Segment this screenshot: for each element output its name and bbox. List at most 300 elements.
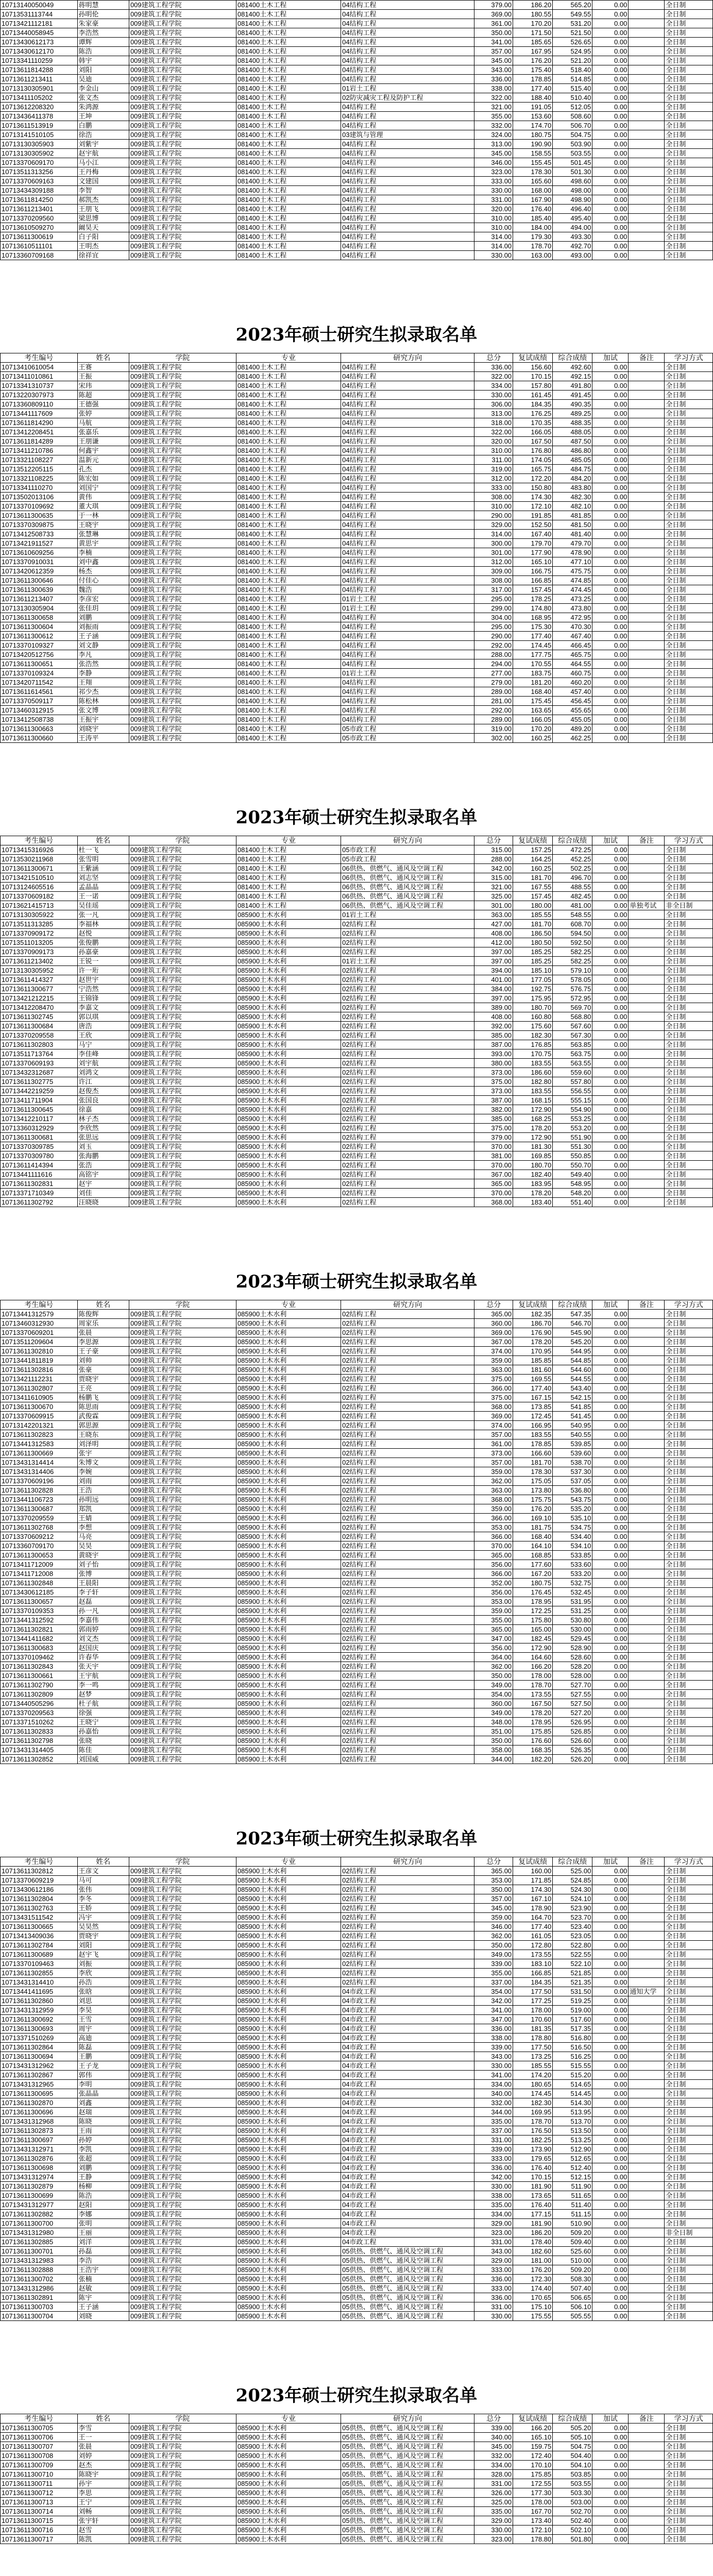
table-cell: 10713411712008 bbox=[1, 1569, 78, 1579]
table-cell: 009建筑工程学院 bbox=[129, 93, 236, 103]
table-cell: 01岩土工程 bbox=[341, 595, 474, 604]
table-cell: 全日制 bbox=[665, 567, 713, 576]
table-cell: 493.30 bbox=[553, 232, 592, 242]
table-cell: 085900土木水利 bbox=[236, 2219, 341, 2228]
table-cell: 331.00 bbox=[474, 2238, 513, 2247]
table-cell: 全日制 bbox=[665, 1671, 713, 1681]
table-cell: 551.90 bbox=[553, 1133, 592, 1142]
table-row bbox=[1, 1560, 713, 1569]
table-cell: 张文博 bbox=[77, 706, 129, 715]
table-cell: 009建筑工程学院 bbox=[129, 19, 236, 28]
table-cell: 10713611300661 bbox=[1, 1671, 78, 1681]
table-cell bbox=[629, 381, 665, 391]
table-row bbox=[1, 502, 713, 511]
table-cell: 全日制 bbox=[665, 1310, 713, 1319]
table-cell: 085900土木水利 bbox=[236, 1151, 341, 1161]
table-cell: 孙一凡 bbox=[77, 1606, 129, 1616]
table-cell: 张浩然 bbox=[77, 659, 129, 669]
table-cell: 全日制 bbox=[665, 38, 713, 47]
table-cell: 10713611300692 bbox=[1, 2015, 78, 2024]
table-cell: 0.00 bbox=[592, 2191, 629, 2200]
table-cell: 李欣然 bbox=[77, 1124, 129, 1133]
table-cell: 161.45 bbox=[513, 391, 553, 400]
table-cell: 02结构工程 bbox=[341, 1105, 474, 1114]
table-cell: 462.25 bbox=[553, 734, 592, 743]
table-cell: 0.00 bbox=[592, 437, 629, 446]
table-cell: 全日制 bbox=[665, 2284, 713, 2293]
table-cell: 357.00 bbox=[474, 47, 513, 56]
table-cell bbox=[629, 2006, 665, 2015]
table-cell: 009建筑工程学院 bbox=[129, 929, 236, 938]
table-cell: 174.30 bbox=[513, 1885, 553, 1894]
table-cell: 李思源 bbox=[77, 1337, 129, 1347]
table-cell: 009建筑工程学院 bbox=[129, 1904, 236, 1913]
table-cell: 511.15 bbox=[553, 2210, 592, 2219]
table-cell: 009建筑工程学院 bbox=[129, 910, 236, 920]
table-row bbox=[1, 1384, 713, 1393]
section-title: 2023年硕士研究生拟录取名单 bbox=[235, 1828, 478, 1849]
table-cell: 0.00 bbox=[592, 65, 629, 75]
table-cell: 085900土木水利 bbox=[236, 2507, 341, 2516]
table-row bbox=[1, 474, 713, 483]
table-cell: 081400土木工程 bbox=[236, 520, 341, 530]
table-cell: 10713611300657 bbox=[1, 1597, 78, 1606]
table-cell: 178.20 bbox=[513, 1189, 553, 1198]
table-cell: 全日制 bbox=[665, 2080, 713, 2089]
table-cell bbox=[629, 1049, 665, 1059]
table-cell: 331.00 bbox=[474, 2479, 513, 2488]
table-cell: 02结构工程 bbox=[341, 1467, 474, 1477]
table-cell: 0.00 bbox=[592, 1996, 629, 2006]
table-cell: 332.00 bbox=[474, 121, 513, 130]
table-cell: 531.20 bbox=[553, 19, 592, 28]
column-header: 总分 bbox=[474, 1857, 513, 1867]
table-cell: 04市政工程 bbox=[341, 2015, 474, 2024]
table-cell: 张思远 bbox=[77, 1133, 129, 1142]
table-cell: 509.40 bbox=[553, 2238, 592, 2247]
table-cell bbox=[629, 232, 665, 242]
table-cell: 164.25 bbox=[513, 855, 553, 864]
table-cell: 全日制 bbox=[665, 557, 713, 567]
table-cell: 339.00 bbox=[474, 2424, 513, 2433]
table-cell: 385.00 bbox=[474, 1114, 513, 1124]
table-cell: 10713431312971 bbox=[1, 2145, 78, 2154]
table-cell: 全日制 bbox=[665, 2535, 713, 2544]
table-cell: 009建筑工程学院 bbox=[129, 1969, 236, 1978]
table-cell bbox=[629, 1198, 665, 1207]
table-cell: 全日制 bbox=[665, 947, 713, 957]
table-cell: 009建筑工程学院 bbox=[129, 84, 236, 93]
table-cell: 503.30 bbox=[553, 2488, 592, 2498]
table-cell: 085900土木水利 bbox=[236, 2210, 341, 2219]
table-cell: 333.00 bbox=[474, 2284, 513, 2293]
table-cell: 02结构工程 bbox=[341, 1022, 474, 1031]
table-row bbox=[1, 1467, 713, 1477]
table-cell: 10713432312687 bbox=[1, 1068, 78, 1077]
table-cell: 02结构工程 bbox=[341, 1161, 474, 1170]
table-cell: 刘晓 bbox=[77, 2312, 129, 2321]
table-cell: 0.00 bbox=[592, 465, 629, 474]
table-cell: 009建筑工程学院 bbox=[129, 1504, 236, 1514]
table-cell: 全日制 bbox=[665, 2043, 713, 2052]
table-row bbox=[1, 428, 713, 437]
table-cell: 10713431312962 bbox=[1, 2061, 78, 2071]
table-cell: 全日制 bbox=[665, 1347, 713, 1356]
table-cell: 10713611300689 bbox=[1, 1950, 78, 1959]
table-cell: 085900土木水利 bbox=[236, 1736, 341, 1745]
table-cell: 164.10 bbox=[513, 1541, 553, 1551]
table-cell: 300.00 bbox=[474, 539, 513, 548]
table-cell: 全日制 bbox=[665, 1170, 713, 1179]
table-cell: 009建筑工程学院 bbox=[129, 2535, 236, 2544]
table-cell: 168.85 bbox=[513, 1551, 553, 1560]
table-row bbox=[1, 1941, 713, 1950]
table-row bbox=[1, 1718, 713, 1727]
table-cell: 301.00 bbox=[474, 548, 513, 557]
table-cell: 334.00 bbox=[474, 2080, 513, 2089]
table-cell: 0.00 bbox=[592, 1941, 629, 1950]
table-cell: 502.70 bbox=[553, 2507, 592, 2516]
table-row bbox=[1, 2061, 713, 2071]
table-cell: 312.00 bbox=[474, 474, 513, 483]
table-cell: 085900土木水利 bbox=[236, 2200, 341, 2210]
table-cell: 全日制 bbox=[665, 214, 713, 223]
table-cell: 魏浩 bbox=[77, 585, 129, 595]
table-cell: 李想 bbox=[77, 1523, 129, 1532]
table-cell bbox=[629, 1022, 665, 1031]
table-cell: 009建筑工程学院 bbox=[129, 511, 236, 520]
table-cell: 505.55 bbox=[553, 2312, 592, 2321]
table-cell: 0.00 bbox=[592, 1189, 629, 1198]
table-cell: 009建筑工程学院 bbox=[129, 975, 236, 985]
table-cell bbox=[629, 1699, 665, 1708]
table-cell: 085900土木水利 bbox=[236, 2061, 341, 2071]
table-cell: 551.30 bbox=[553, 1142, 592, 1151]
table-cell: 10713370609219 bbox=[1, 1876, 78, 1885]
table-cell: 330.00 bbox=[474, 391, 513, 400]
table-cell: 02结构工程 bbox=[341, 1690, 474, 1699]
table-cell: 02结构工程 bbox=[341, 929, 474, 938]
table-cell: 06供热、供燃气、通风及空调工程 bbox=[341, 873, 474, 883]
table-cell: 0.00 bbox=[592, 1458, 629, 1467]
table-cell: 10713611300665 bbox=[1, 1922, 78, 1931]
table-cell: 全日制 bbox=[665, 2052, 713, 2061]
table-cell bbox=[629, 205, 665, 214]
table-cell: 165.10 bbox=[513, 557, 553, 567]
table-cell: 342.00 bbox=[474, 2173, 513, 2182]
table-cell bbox=[629, 2284, 665, 2293]
table-cell: 177.50 bbox=[513, 2043, 553, 2052]
table-cell: 0.00 bbox=[592, 1, 629, 10]
table-cell: 02结构工程 bbox=[341, 1412, 474, 1421]
table-cell: 009建筑工程学院 bbox=[129, 2136, 236, 2145]
table-cell: 02结构工程 bbox=[341, 1133, 474, 1142]
table-cell: 全日制 bbox=[665, 19, 713, 28]
table-cell: 王丹梅 bbox=[77, 167, 129, 177]
table-cell: 176.20 bbox=[513, 1504, 553, 1514]
table-cell: 517.35 bbox=[553, 2024, 592, 2033]
table-cell: 081400土木工程 bbox=[236, 409, 341, 418]
table-cell: 539.85 bbox=[553, 1439, 592, 1449]
table-cell: 085900土木水利 bbox=[236, 2126, 341, 2136]
table-cell: 张国良 bbox=[77, 1096, 129, 1105]
table-cell: 009建筑工程学院 bbox=[129, 1151, 236, 1161]
table-cell: 10713360312929 bbox=[1, 1124, 78, 1133]
table-cell: 523.90 bbox=[553, 1904, 592, 1913]
table-cell: 05市政工程 bbox=[341, 855, 474, 864]
table-cell: 02结构工程 bbox=[341, 1439, 474, 1449]
table-cell: 512.15 bbox=[553, 2173, 592, 2182]
table-cell: 王锦锋 bbox=[77, 994, 129, 1003]
table-cell: 009建筑工程学院 bbox=[129, 1745, 236, 1755]
column-header: 备注 bbox=[629, 2414, 665, 2424]
table-cell: 05供热、供燃气、通风及空调工程 bbox=[341, 2526, 474, 2535]
table-cell: 488.55 bbox=[553, 883, 592, 892]
table-cell bbox=[629, 2071, 665, 2080]
table-cell: 323.00 bbox=[474, 2228, 513, 2238]
table-cell: 10713371710349 bbox=[1, 1189, 78, 1198]
table-cell: 401.00 bbox=[474, 975, 513, 985]
table-cell: 301.00 bbox=[474, 901, 513, 910]
table-cell: 532.75 bbox=[553, 1579, 592, 1588]
table-cell: 460.75 bbox=[553, 669, 592, 678]
table-cell: 10713341110270 bbox=[1, 483, 78, 493]
table-cell: 全日制 bbox=[665, 1, 713, 10]
table-cell: 009建筑工程学院 bbox=[129, 2126, 236, 2136]
table-cell: 334.00 bbox=[474, 381, 513, 391]
table-cell: 085900土木水利 bbox=[236, 1384, 341, 1393]
table-cell: 374.00 bbox=[474, 1421, 513, 1430]
table-cell: 178.95 bbox=[513, 1597, 553, 1606]
table-cell: 0.00 bbox=[592, 103, 629, 112]
table-row bbox=[1, 2228, 713, 2238]
table-cell: 455.65 bbox=[553, 706, 592, 715]
table-cell: 527.20 bbox=[553, 1708, 592, 1718]
table-cell: 178.90 bbox=[513, 1904, 553, 1913]
table-cell: 359.00 bbox=[474, 1606, 513, 1616]
table-row bbox=[1, 892, 713, 901]
table-cell: 刘鑫 bbox=[77, 2098, 129, 2108]
table-cell: 009建筑工程学院 bbox=[129, 2043, 236, 2052]
table-cell: 0.00 bbox=[592, 428, 629, 437]
table-cell: 534.75 bbox=[553, 1523, 592, 1532]
table-cell: 081400土木工程 bbox=[236, 75, 341, 84]
table-row bbox=[1, 557, 713, 567]
table-cell: 全日制 bbox=[665, 2154, 713, 2163]
table-cell: 333.00 bbox=[474, 2265, 513, 2275]
table-cell: 全日制 bbox=[665, 400, 713, 409]
table-cell: 0.00 bbox=[592, 84, 629, 93]
table-cell: 全日制 bbox=[665, 1189, 713, 1198]
table-row bbox=[1, 985, 713, 994]
table-cell: 081400土木工程 bbox=[236, 724, 341, 734]
table-cell: 549.55 bbox=[553, 10, 592, 19]
table-cell: 全日制 bbox=[665, 2024, 713, 2033]
table-row bbox=[1, 93, 713, 103]
table-cell: 全日制 bbox=[665, 920, 713, 929]
table-cell: 04市政工程 bbox=[341, 2126, 474, 2136]
table-cell: 381.00 bbox=[474, 1151, 513, 1161]
table-cell: 全日制 bbox=[665, 446, 713, 455]
table-cell: 488.35 bbox=[553, 418, 592, 428]
table-cell: 185.40 bbox=[513, 214, 553, 223]
table-cell bbox=[629, 121, 665, 130]
table-cell: 0.00 bbox=[592, 446, 629, 455]
table-cell: 172.90 bbox=[513, 1105, 553, 1114]
table-cell: 081400土木工程 bbox=[236, 446, 341, 455]
table-cell: 329.00 bbox=[474, 520, 513, 530]
table-cell: 185.65 bbox=[513, 38, 553, 47]
table-cell: 085900土木水利 bbox=[236, 1541, 341, 1551]
table-cell: 185.55 bbox=[513, 2061, 553, 2071]
table-row bbox=[1, 1745, 713, 1755]
table-cell: 王振宇 bbox=[77, 715, 129, 724]
table-row bbox=[1, 613, 713, 622]
table-cell: 365.00 bbox=[474, 1867, 513, 1876]
table-cell: 04结构工程 bbox=[341, 19, 474, 28]
table-row bbox=[1, 465, 713, 474]
table-row bbox=[1, 715, 713, 724]
table-cell bbox=[629, 1031, 665, 1040]
table-cell: 全日制 bbox=[665, 2424, 713, 2433]
table-cell: 175.95 bbox=[513, 994, 553, 1003]
table-cell: 0.00 bbox=[592, 1170, 629, 1179]
table-cell bbox=[629, 1978, 665, 1987]
table-cell: 502.10 bbox=[553, 2526, 592, 2535]
table-cell: 181.30 bbox=[513, 1142, 553, 1151]
table-row bbox=[1, 167, 713, 177]
table-cell bbox=[629, 1142, 665, 1151]
table-cell: 081400土木工程 bbox=[236, 622, 341, 632]
table-cell: 009建筑工程学院 bbox=[129, 724, 236, 734]
table-row bbox=[1, 1551, 713, 1560]
table-cell: 04结构工程 bbox=[341, 641, 474, 650]
table-cell: 0.00 bbox=[592, 1894, 629, 1904]
table-cell: 180.55 bbox=[513, 10, 553, 19]
table-cell: 009建筑工程学院 bbox=[129, 214, 236, 223]
table-cell: 177.40 bbox=[513, 1384, 553, 1393]
table-cell: 0.00 bbox=[592, 391, 629, 400]
table-row bbox=[1, 1904, 713, 1913]
table-cell: 085900土木水利 bbox=[236, 2006, 341, 2015]
table-cell: 05市政工程 bbox=[341, 734, 474, 743]
table-cell: 文建国 bbox=[77, 177, 129, 186]
table-cell: 全日制 bbox=[665, 994, 713, 1003]
table-cell: 176.85 bbox=[513, 1040, 553, 1049]
table-cell: 009建筑工程学院 bbox=[129, 2238, 236, 2247]
table-cell: 359.00 bbox=[474, 1467, 513, 1477]
table-cell: 369.00 bbox=[474, 1328, 513, 1337]
table-cell: 168.95 bbox=[513, 613, 553, 622]
table-cell: 009建筑工程学院 bbox=[129, 2173, 236, 2182]
table-cell: 519.25 bbox=[553, 1996, 592, 2006]
table-row bbox=[1, 1606, 713, 1616]
table-cell: 178.80 bbox=[513, 2033, 553, 2043]
table-cell: 467.40 bbox=[553, 632, 592, 641]
table-cell: 510.00 bbox=[553, 2256, 592, 2265]
table-cell: 周家乐 bbox=[77, 1319, 129, 1328]
table-cell: 02结构工程 bbox=[341, 1745, 474, 1755]
table-cell: 009建筑工程学院 bbox=[129, 613, 236, 622]
table-cell bbox=[629, 659, 665, 669]
table-cell: 009建筑工程学院 bbox=[129, 1365, 236, 1375]
table-cell bbox=[629, 1718, 665, 1727]
table-cell: 608.70 bbox=[553, 920, 592, 929]
table-cell: 363.00 bbox=[474, 1365, 513, 1375]
table-cell: 496.40 bbox=[553, 205, 592, 214]
table-cell: 172.55 bbox=[513, 2479, 553, 2488]
table-cell: 350.00 bbox=[474, 1885, 513, 1894]
table-cell: 484.20 bbox=[553, 474, 592, 483]
table-cell: 184.35 bbox=[513, 400, 553, 409]
table-cell: 04结构工程 bbox=[341, 10, 474, 19]
table-cell: 04结构工程 bbox=[341, 195, 474, 205]
table-cell: 0.00 bbox=[592, 678, 629, 687]
table-row bbox=[1, 2461, 713, 2470]
table-cell: 176.50 bbox=[513, 2126, 553, 2136]
table-cell: 全日制 bbox=[665, 418, 713, 428]
table-cell: 0.00 bbox=[592, 1745, 629, 1755]
table-cell: 0.00 bbox=[592, 1690, 629, 1699]
table-cell: 009建筑工程学院 bbox=[129, 2154, 236, 2163]
table-cell: 02结构工程 bbox=[341, 1736, 474, 1745]
table-cell bbox=[629, 1969, 665, 1978]
table-cell: 081400土木工程 bbox=[236, 428, 341, 437]
table-cell: 181.35 bbox=[513, 2024, 553, 2033]
table-cell: 081400土木工程 bbox=[236, 641, 341, 650]
table-cell: 王浩宇 bbox=[77, 2265, 129, 2275]
table-cell: 全日制 bbox=[665, 2507, 713, 2516]
table-cell: 330.00 bbox=[474, 2061, 513, 2071]
table-cell: 0.00 bbox=[592, 641, 629, 650]
table-cell: 非全日制 bbox=[665, 901, 713, 910]
table-row bbox=[1, 2108, 713, 2117]
table-row bbox=[1, 957, 713, 966]
table-cell: 04市政工程 bbox=[341, 2043, 474, 2052]
table-cell: 全日制 bbox=[665, 1040, 713, 1049]
table-row bbox=[1, 75, 713, 84]
table-cell: 081400土木工程 bbox=[236, 28, 341, 38]
table-row bbox=[1, 650, 713, 659]
table-cell: 336.00 bbox=[474, 2275, 513, 2284]
table-cell: 全日制 bbox=[665, 2098, 713, 2108]
table-cell: 185.85 bbox=[513, 1356, 553, 1365]
table-cell: 黄晓宇 bbox=[77, 1551, 129, 1560]
table-cell bbox=[629, 2052, 665, 2061]
table-cell: 516.80 bbox=[553, 2033, 592, 2043]
table-cell: 550.85 bbox=[553, 1151, 592, 1161]
table-cell: 181.90 bbox=[513, 2219, 553, 2228]
table-cell: 009建筑工程学院 bbox=[129, 1523, 236, 1532]
table-cell: 559.60 bbox=[553, 1068, 592, 1077]
table-cell: 009建筑工程学院 bbox=[129, 855, 236, 864]
table-cell: 168.35 bbox=[513, 1745, 553, 1755]
table-cell: 009建筑工程学院 bbox=[129, 2006, 236, 2015]
table-row bbox=[1, 1068, 713, 1077]
table-cell: 林子杰 bbox=[77, 1114, 129, 1124]
table-cell: 342.00 bbox=[474, 864, 513, 873]
column-header: 综合成绩 bbox=[553, 1857, 592, 1867]
table-cell bbox=[629, 1384, 665, 1393]
table-cell: 10713411210786 bbox=[1, 446, 78, 455]
table-cell: 10713370609915 bbox=[1, 1412, 78, 1421]
table-cell: 10713611814250 bbox=[1, 195, 78, 205]
table-cell: 刘鹏 bbox=[77, 613, 129, 622]
table-row bbox=[1, 1588, 713, 1597]
table-cell: 545.20 bbox=[553, 1337, 592, 1347]
table-cell: 009建筑工程学院 bbox=[129, 530, 236, 539]
table-cell: 176.40 bbox=[513, 2163, 553, 2173]
